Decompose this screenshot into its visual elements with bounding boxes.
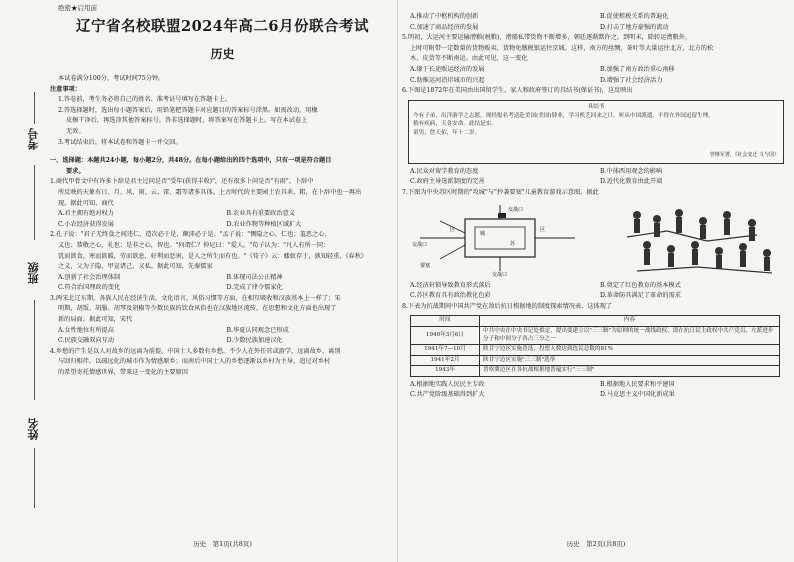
note-line: 3.考试结束后，将本试卷和答题卡一并交回。 xyxy=(58,138,182,146)
page-footer: 历史 第2页(共8页) xyxy=(566,540,626,548)
question-5 xyxy=(402,33,790,86)
option-a: A.创新了社会治理体制 xyxy=(58,273,121,281)
table-cell: 1941年2月 xyxy=(411,355,480,366)
name-label: 姓名 xyxy=(27,418,40,440)
question-1 xyxy=(50,177,395,230)
option-b: B.加强了南方政治重心南移 xyxy=(600,65,675,73)
question-6 xyxy=(402,86,790,188)
question-stem: 6.下图是1872年在美国由出国留学生，家人和政府签订的具结书(保证书)，这反映出 xyxy=(402,87,633,95)
secret-mark: 绝密★启用前 xyxy=(58,4,97,12)
notes-heading: 注意事项： xyxy=(50,85,81,93)
option-c: C.民族交融双向互动 xyxy=(58,337,114,345)
fig-label-bottom: 交战口 xyxy=(492,271,508,277)
left-page xyxy=(50,0,395,562)
question-3 xyxy=(50,294,395,347)
table-cell: 1943年 xyxy=(411,366,480,377)
note-line: 1.答卷前，考生务必将自己的姓名、准考证号填写在答题卡上。 xyxy=(58,96,231,104)
binding-line xyxy=(34,165,35,240)
option-a: A.君主拥有绝对权力 xyxy=(58,210,114,218)
table-cell: 陕甘宁边区实施普选，投票人数达到选民总数的81% xyxy=(480,345,780,356)
option-b: B.根据地人民要求和平建国 xyxy=(600,380,675,388)
option-d: D.完成了律令儒家化 xyxy=(226,284,283,292)
option-b: B.中体西用观念的影响 xyxy=(600,167,663,175)
question-stem: 上时可附带一定数量的货物贩卖，货物免缴税银运往京城。这样，南方的丝绸、茶叶等大量运往北方，北方的松 xyxy=(410,44,714,52)
option-b: B.促使租税关系的普遍化 xyxy=(600,13,669,20)
binding-line xyxy=(34,448,35,508)
question-7 xyxy=(402,188,790,302)
table-cell: 1940年3月6日 xyxy=(411,326,480,344)
table-cell: 晋察冀边区在各抗战根据地普遍实行"三三制" xyxy=(480,366,780,377)
option-c: C.助推运河沿岸城市的兴起 xyxy=(410,76,485,84)
option-b: B.体现司法公正精神 xyxy=(226,273,283,281)
guarantee-document-image xyxy=(408,100,784,164)
option-a: A.民众对留学教育的态度 xyxy=(410,167,479,175)
option-a: A.缘于长途贩运经济的发展 xyxy=(410,65,485,73)
question-stem: 的希望寄托情感世界，带来这一变化的主要原因 xyxy=(58,369,188,377)
question-stem: 新的局面。据此可知，宋代 xyxy=(58,316,133,324)
question-stem: 饥而欲食，寒而欲暖，劳而欲息，好利而恶害，是人之所生而有也。"《荀子》云：蝼蚁存于，孰知轻重，《春秋》 xyxy=(58,252,368,260)
question-4 xyxy=(50,347,395,379)
option-c: C.加速了商品经济的发展 xyxy=(410,23,479,31)
table-header-row xyxy=(411,316,780,327)
question-stem: 7.下图为中央苏区时期的"攻城"与"抄袭要塞"儿童教育游戏示意图，据此 xyxy=(402,188,599,196)
option-b: B.华夏认同观念已形成 xyxy=(226,326,289,334)
question-stem: 木、皮货等不断南运。由此可见，这一变化 xyxy=(410,55,528,63)
option-b: B.农业具有重要政治意义 xyxy=(226,210,295,218)
option-a: A.经济封锁导致教育形式落后 xyxy=(410,281,491,289)
fig-letter: 苏 xyxy=(510,240,516,247)
option-a: A.推动了中枢机构的创新 xyxy=(410,13,479,20)
document-line: 今有子弟，出洋游学之志愿，现经报名考送赴美国(美国)肄业，学习机艺回来之日，听从中国派遣，不得在外国逗留生理。 xyxy=(413,112,714,119)
section-heading: 要求。 xyxy=(66,167,85,175)
table-header: 内容 xyxy=(480,316,780,327)
policy-table xyxy=(410,315,780,377)
option-c: C.符合治国理政的变化 xyxy=(58,284,121,292)
table-row xyxy=(411,345,780,356)
question-stem: 之义，父为子隐，甲宣诸己，又私。据此可知，先秦儒家 xyxy=(58,263,213,271)
question-stem: 1.商代甲骨文中有许多卜辞是君主过问是否"受年(获得丰收)"，还有很多卜问是否"有雨"。卜辞中 xyxy=(50,178,314,186)
table-row xyxy=(411,366,780,377)
subject-title: 历史 xyxy=(210,47,235,61)
note-line: 无效。 xyxy=(66,127,85,135)
binding-line xyxy=(34,92,35,124)
question-stem: 2.孔子说："君子无终食之间违仁，造次必于是，颠沛必于是。"孟子说："恻隐之心，仁也；羞恶之心， xyxy=(50,231,331,239)
note-line: 皮擦干净后，再选涂其他答案标号。答非选择题时，将答案写在答题卡上。写在本试卷上 xyxy=(66,117,308,125)
option-d: D.少数民族加速汉化 xyxy=(226,337,283,345)
option-d: D.农业作物等种植区域扩大 xyxy=(226,220,302,228)
page-footer: 历史 第1页(共8页) xyxy=(193,540,252,548)
question-stem: 义也；恭敬之心，礼也；是非之心，智也。"何谓仁？仲尼曰："爱人。"荀子认为："凡人有所一同： xyxy=(58,241,330,249)
table-row xyxy=(411,326,780,344)
table-cell: 1941年7—10月 xyxy=(411,345,480,356)
fig-label-top: 交战口 xyxy=(508,206,524,213)
option-b: B.奠定了红色教育的基本模式 xyxy=(600,281,681,289)
page-fold-divider xyxy=(397,0,398,562)
option-a: A.女性地位有所提高 xyxy=(58,326,114,334)
option-d: D.革命防具满足了革命的需求 xyxy=(600,292,681,300)
class-label: 班级 xyxy=(27,262,40,284)
option-a: A.根据地实践人民民主专政 xyxy=(410,380,485,388)
question-8 xyxy=(402,302,790,401)
exam-number-label: 考号 xyxy=(27,128,40,150)
question-stem: 现。据此可知，商代 xyxy=(58,199,114,207)
document-header: 具结书 xyxy=(587,103,605,110)
option-d: D.马克思主义中国化新成果 xyxy=(600,391,675,399)
document-source: 曾继军著，《社会变迁·文与国》 xyxy=(709,151,779,158)
exam-info: 本试卷满分100分，考试时间75分钟。 xyxy=(58,75,165,82)
table-row xyxy=(411,355,780,366)
option-c: C.苏区教育具有政治教化色彩 xyxy=(410,292,491,300)
note-line: 2.答选择题时，选出每小题答案后，用铅笔把答题卡对应题目的答案标号涂黑。如需改动，用橡 xyxy=(58,106,318,114)
document-line: 倘有疾病，天各安命。此结是实。 xyxy=(413,121,497,128)
option-d: D.增强了社会经济活力 xyxy=(600,76,663,84)
fig-label-left: 交战口 xyxy=(412,241,428,248)
question-2 xyxy=(50,230,395,294)
question-stem: 4.乡愁的产生是以人对故乡的远离为前提。中国士人多数有乡愁，不少人在外任官或游学，远离故乡，离别 xyxy=(50,347,341,355)
question-stem: 与回归相伴，以疏远化的城市作为情感原乡；而南后中国士人的乡愁逐渐以乡村为主导，追过对乡村 xyxy=(58,358,331,366)
table-header: 时间 xyxy=(411,316,480,327)
question-stem: 8.下表为抗战期间中国共产党在敌后抗日根据地的制度探索情况表，这体现了 xyxy=(402,302,613,310)
option-c: C.共产党阶级基础得到扩大 xyxy=(410,391,485,399)
exam-title: 辽宁省名校联盟2024年高二6月份联合考试 xyxy=(76,18,369,35)
table-cell: 陕甘宁边区实施"三三制"选举 xyxy=(480,355,780,366)
children-game-illustration xyxy=(607,201,782,277)
fig-letter: 区 xyxy=(540,226,546,233)
game-diagram xyxy=(410,201,585,277)
document-line: 童男，詹天佑，年十二岁。 xyxy=(413,130,481,137)
question-stem: 明期，胡饭、胡服、胡琴及胡椒等少数民族的饮食风俗也在汉族地区流传，在思想和文化方面也出现了 xyxy=(58,305,337,313)
question-stem: 5.明初，大运河主要运输漕粮(税粮)，漕船私带货物不断增多，朝廷逐渐默许之。到明末，除转运漕粮外， xyxy=(402,34,692,42)
question-stem: 所反映的天象有日、月、风、雨、云、雷、霜等诸多具体。上古时代的主要园土农具耒、耜，在卜辞中也一再出 xyxy=(58,188,362,196)
section-heading: 一、选择题：本题共24小题，每小题2分，共48分。在每小题给出的四个选项中，只有一项是符合题目 xyxy=(50,157,332,165)
option-c: C.小农经济获得发展 xyxy=(58,220,114,228)
option-d: D.打击了地方豪强的流动 xyxy=(600,23,669,31)
right-page xyxy=(402,0,790,562)
fig-label-fortress: 要塞 xyxy=(420,262,431,269)
table-cell: 中共中央在中央书记处拟定，提出要建立以"三三制"为原则的统一战线政权，即在抗日民主政权中共产党员、左派进步分子和中间分子各占三分之一 xyxy=(480,326,780,344)
binding-line xyxy=(34,300,35,400)
fig-letter: 城 xyxy=(480,230,486,237)
option-c: C.政府主导选派制度的完善 xyxy=(410,178,485,186)
binding-margin xyxy=(0,0,50,562)
option-d: D.近代化教育由此开端 xyxy=(600,178,663,186)
question-stem: 3.两宋北辽东期，各族人民在经济生活、文化语言、风俗习惯等方面，在相互吸收和汉族基本上一样了；宋 xyxy=(50,294,341,302)
fig-letter: 区 xyxy=(450,226,456,233)
